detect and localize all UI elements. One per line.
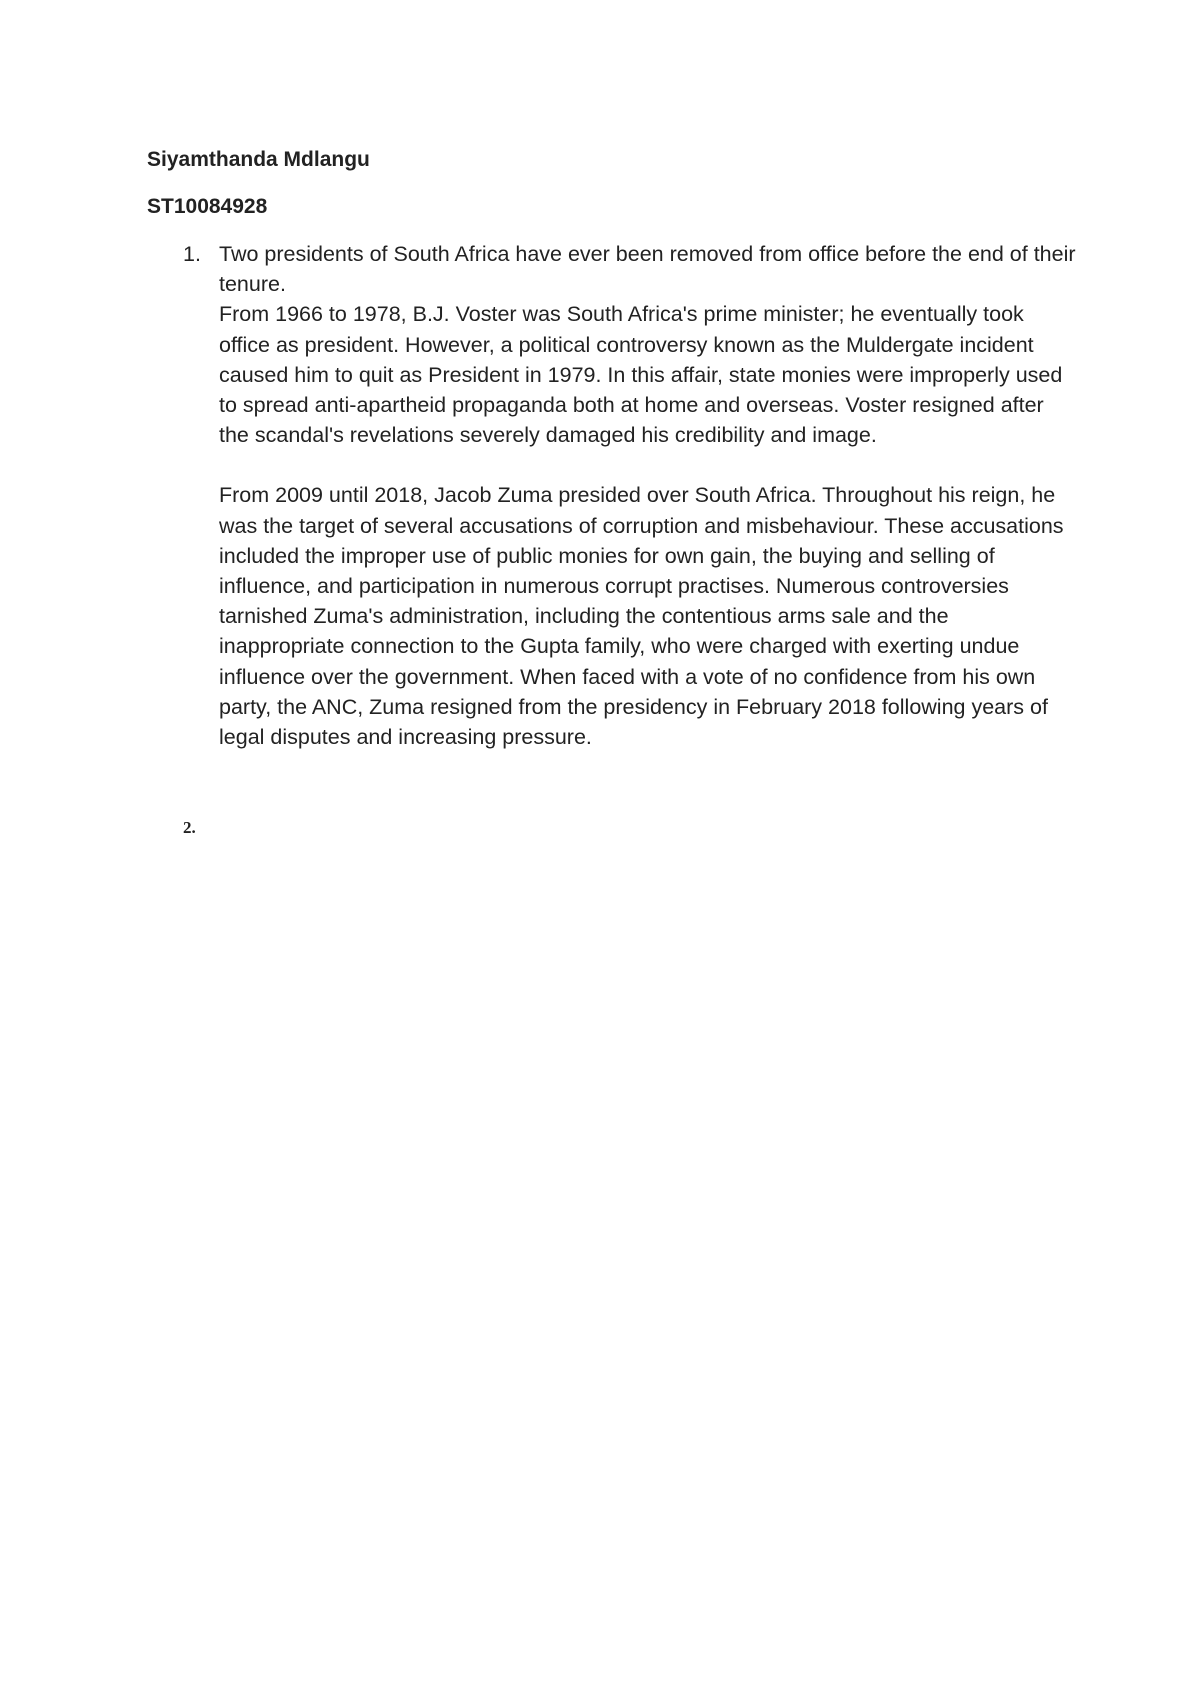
author-name: Siyamthanda Mdlangu: [147, 148, 370, 171]
question-2-number: 2.: [183, 818, 196, 837]
question-number: 1.: [183, 242, 201, 266]
answer-paragraph-voster: Two presidents of South Africa have ever been removed from office before the end of their tenure. From 1966 to 1978, B.J. Voster was South Africa's prime minister; he eventually took office as president. However, a political controversy known as the Muldergate incident caused him to quit as President in 1979. In this affair, state monies were improperly used to spread anti-apartheid propaganda both at home and overseas. Voster resigned after the scandal's revelations severely damaged his credibility and image.: [219, 242, 1076, 448]
student-number: ST10084928: [147, 195, 268, 218]
question-answer: [219, 239, 1079, 752]
answer-paragraph-zuma: From 2009 until 2018, Jacob Zuma presided over South Africa. Throughout his reign, he was the target of several accusations of corruption and misbehaviour. These accusations included the improper use of public monies for own gain, the buying and selling of influence, and participation in numerous corrupt practises. Numerous controversies tarnished Zuma's administration, including the contentious arms sale and the inappropriate connection to the Gupta family, who were charged with exerting undue influence over the government. When faced with a vote of no confidence from his own party, the ANC, Zuma resigned from the presidency in February 2018 following years of legal disputes and increasing pressure.: [219, 483, 1064, 750]
